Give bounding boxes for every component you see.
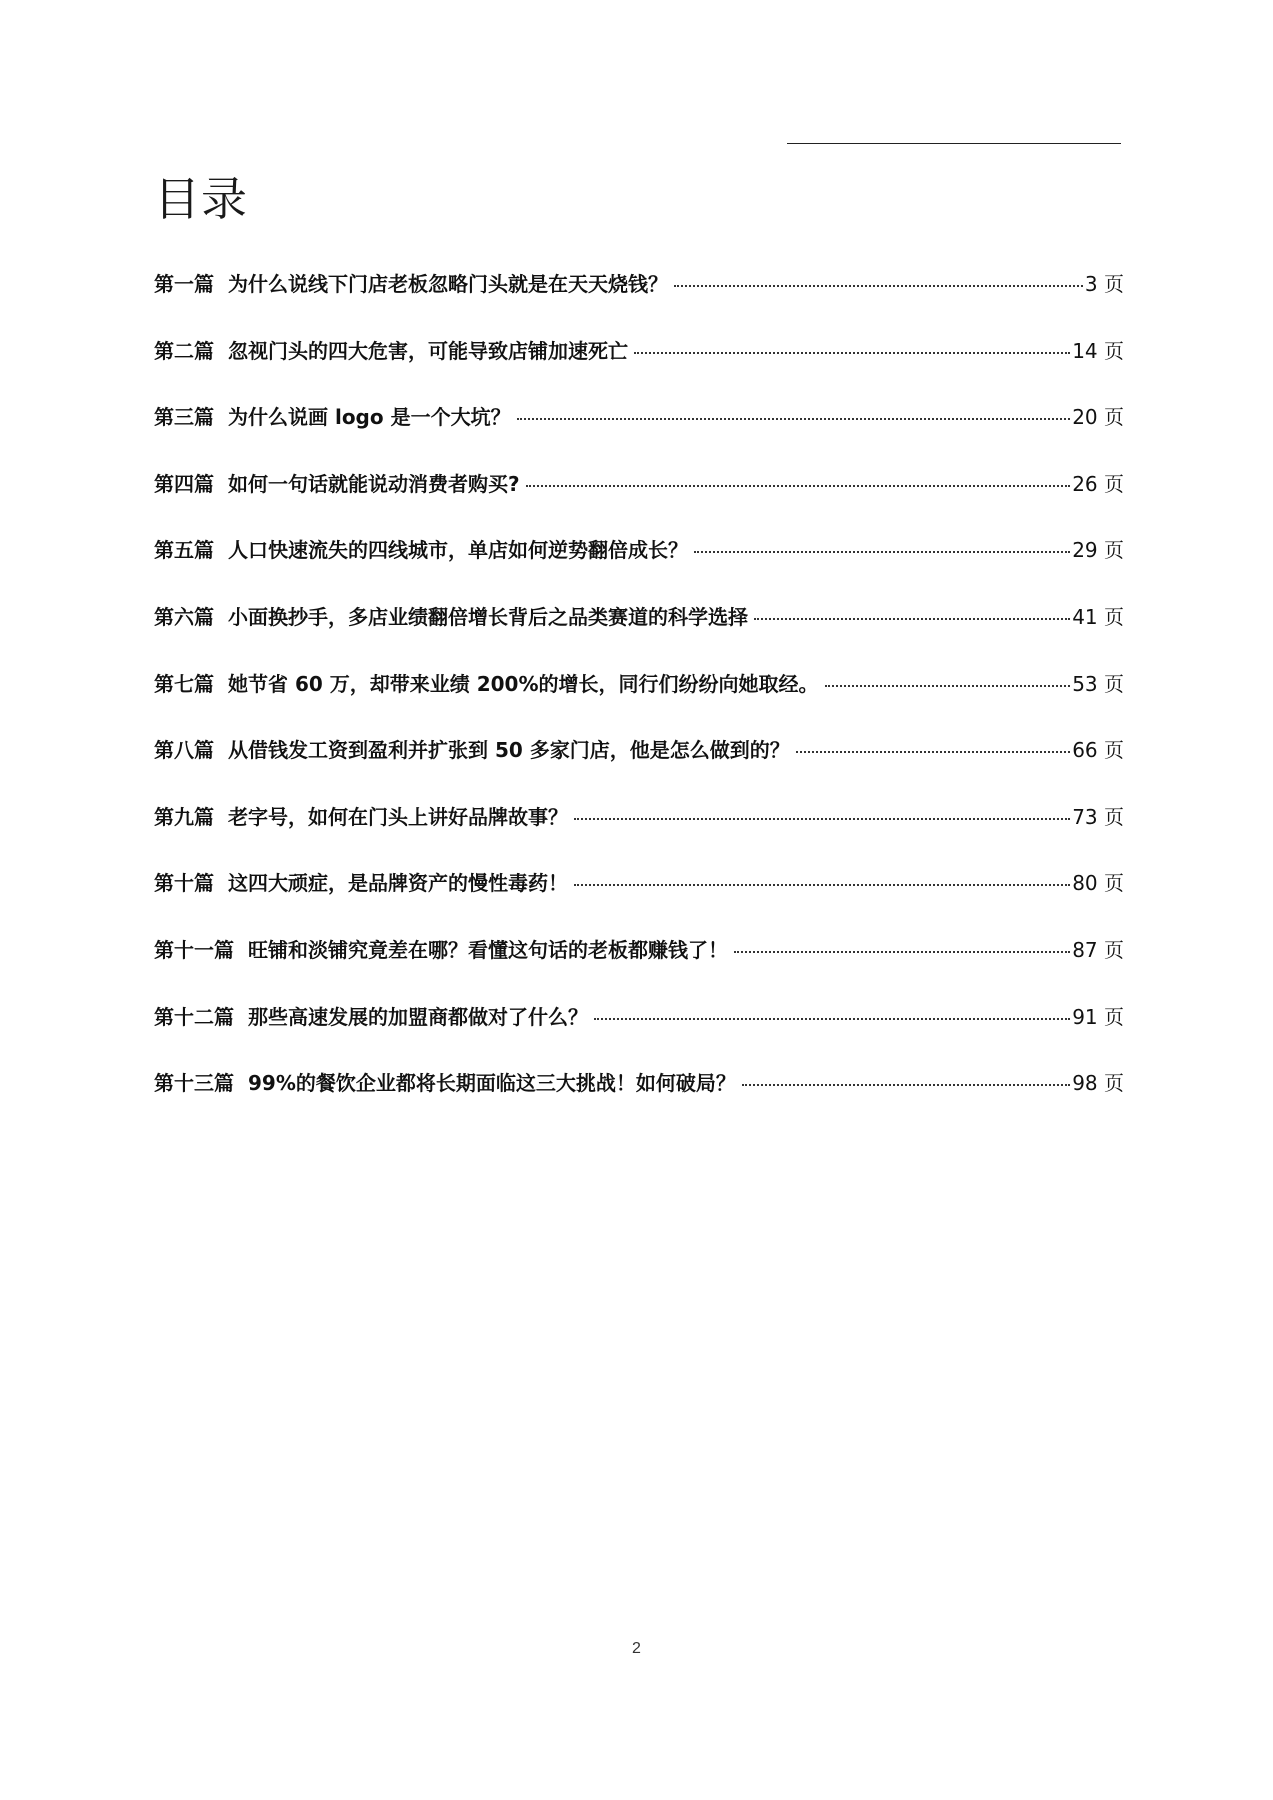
toc-entry[interactable] [154, 867, 1124, 934]
toc-page-ref: 87 页 [1072, 937, 1124, 962]
toc-page-ref: 66 页 [1072, 738, 1124, 763]
dot-leader [594, 1018, 1070, 1020]
toc-entry-title: 从借钱发工资到盈利并扩张到 50 多家门店，他是怎么做到的？ [228, 738, 790, 763]
dot-leader [694, 551, 1070, 553]
toc-page-ref: 26 页 [1072, 471, 1124, 496]
toc-chapter-label: 第一篇 [154, 272, 214, 296]
toc-chapter-label: 第二篇 [154, 338, 214, 363]
toc-entry[interactable] [154, 468, 1124, 535]
toc-page-ref: 29 页 [1072, 538, 1124, 563]
toc-entry[interactable] [154, 1001, 1124, 1068]
toc-entry-title: 小面换抄手，多店业绩翻倍增长背后之品类赛道的科学选择 [228, 604, 748, 629]
toc-chapter-label: 第四篇 [154, 471, 214, 496]
toc-entry-title: 忽视门头的四大危害，可能导致店铺加速死亡 [228, 338, 628, 363]
toc-entry-title: 老字号，如何在门头上讲好品牌故事？ [228, 804, 568, 829]
toc-page-ref: 73 页 [1072, 804, 1124, 829]
toc-chapter-label: 第五篇 [154, 538, 214, 563]
toc-chapter-label: 第七篇 [154, 671, 214, 696]
toc-entry-title: 为什么说画 logo 是一个大坑？ [228, 405, 511, 430]
toc-page-ref: 41 页 [1072, 604, 1124, 629]
toc-entry[interactable] [154, 668, 1124, 735]
dot-leader [754, 618, 1070, 620]
dot-leader [796, 751, 1070, 753]
toc-entry-title: 如何一句话就能说动消费者购买? [228, 471, 520, 496]
toc-chapter-label: 第六篇 [154, 604, 214, 629]
toc-entry-title: 为什么说线下门店老板忽略门头就是在天天烧钱？ [228, 272, 668, 296]
toc-chapter-label: 第三篇 [154, 405, 214, 430]
toc-entry-title: 她节省 60 万，却带来业绩 200%的增长，同行们纷纷向她取经。 [228, 671, 819, 696]
toc-entry-title: 人口快速流失的四线城市，单店如何逆势翻倍成长？ [228, 538, 688, 563]
toc-entry[interactable] [154, 934, 1124, 1001]
toc-entry-title: 99%的餐饮企业都将长期面临这三大挑战！如何破局？ [248, 1071, 736, 1096]
dot-leader [734, 951, 1070, 953]
toc-page-ref: 91 页 [1072, 1004, 1124, 1029]
toc-entry[interactable] [154, 601, 1124, 668]
page-number: 2 [632, 1640, 641, 1657]
header-rule [787, 143, 1121, 144]
dot-leader [742, 1084, 1070, 1086]
toc-page-ref: 98 页 [1072, 1071, 1124, 1096]
toc-entry[interactable] [154, 335, 1124, 402]
toc-page-ref: 53 页 [1072, 671, 1124, 696]
toc-title: 目录 [154, 172, 248, 226]
dot-leader [574, 884, 1070, 886]
toc-page-ref: 20 页 [1072, 405, 1124, 430]
dot-leader [517, 418, 1071, 420]
dot-leader [634, 352, 1070, 354]
dot-leader [574, 818, 1070, 820]
dot-leader [526, 485, 1071, 487]
toc-entry[interactable] [154, 1067, 1124, 1134]
toc-page-ref: 14 页 [1072, 338, 1124, 363]
toc-entry-title: 那些高速发展的加盟商都做对了什么？ [248, 1004, 588, 1029]
dot-leader [674, 285, 1083, 287]
toc-page-ref: 3 页 [1084, 272, 1124, 296]
toc-page-ref: 80 页 [1072, 871, 1124, 896]
toc-entry-title: 旺铺和淡铺究竟差在哪？看懂这句话的老板都赚钱了！ [248, 937, 728, 962]
toc-chapter-label: 第十二篇 [154, 1004, 234, 1029]
toc-entry[interactable] [154, 268, 1124, 335]
dot-leader [825, 685, 1071, 687]
toc-list [154, 268, 1124, 1134]
toc-chapter-label: 第八篇 [154, 738, 214, 763]
toc-chapter-label: 第十篇 [154, 871, 214, 896]
toc-entry[interactable] [154, 401, 1124, 468]
toc-entry-title: 这四大顽症，是品牌资产的慢性毒药！ [228, 871, 568, 896]
toc-entry[interactable] [154, 801, 1124, 868]
toc-chapter-label: 第九篇 [154, 804, 214, 829]
toc-entry[interactable] [154, 734, 1124, 801]
toc-entry[interactable] [154, 534, 1124, 601]
toc-chapter-label: 第十三篇 [154, 1071, 234, 1096]
toc-chapter-label: 第十一篇 [154, 937, 234, 962]
